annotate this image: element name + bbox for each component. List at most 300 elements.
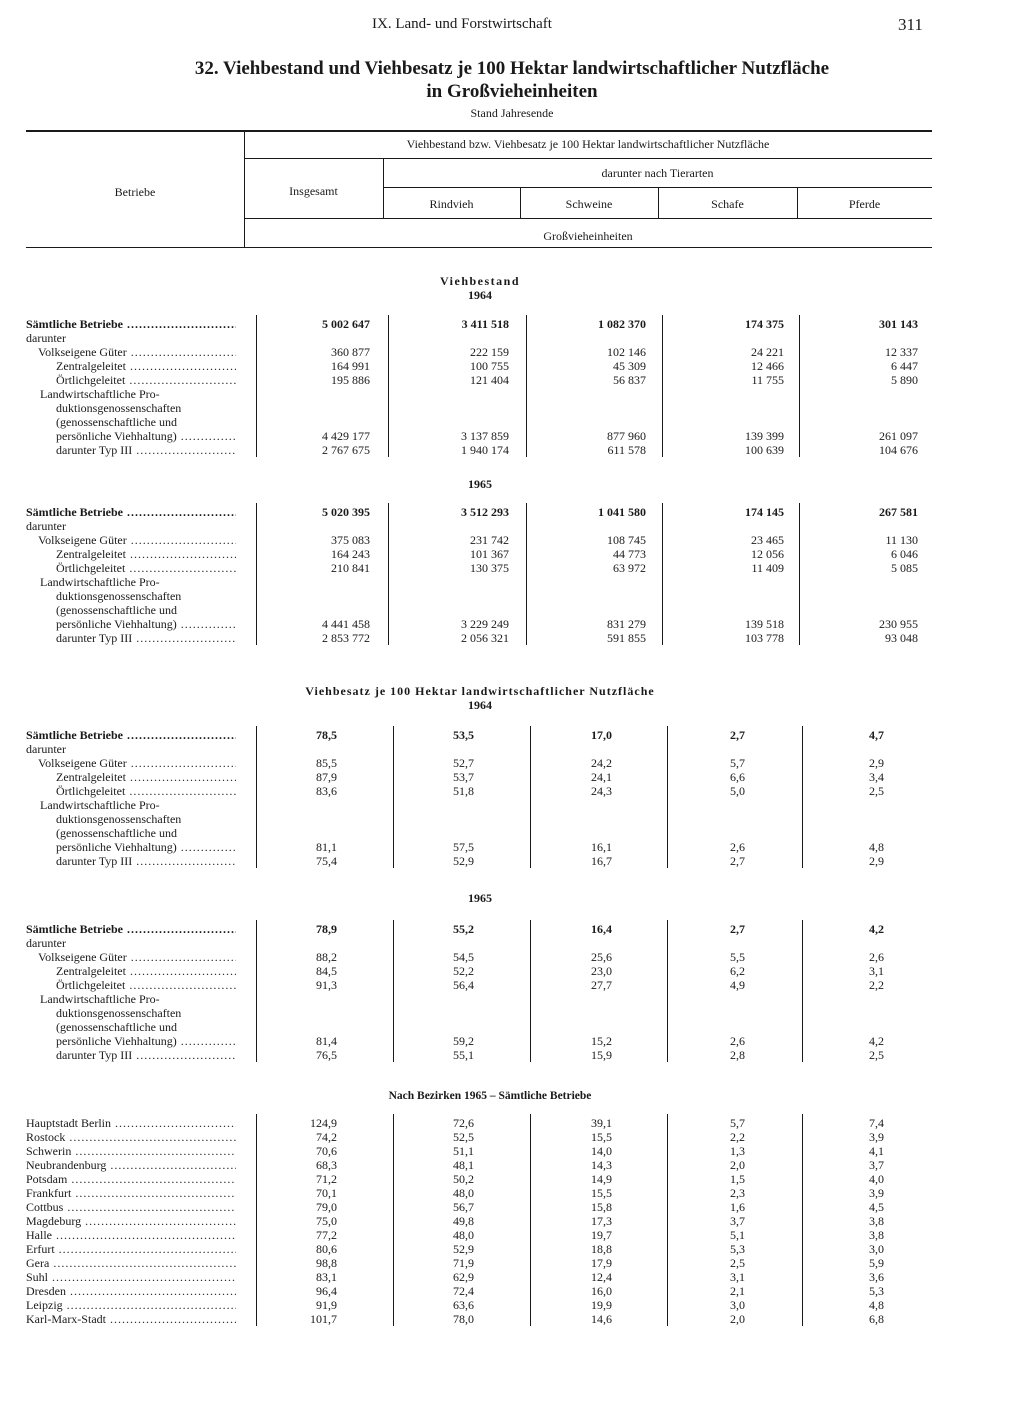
row-label: Örtlichgeleitet ..... (56, 373, 236, 387)
cell-value: 3,9 (869, 1186, 884, 1200)
header-pferde: Pferde (848, 197, 881, 211)
section-bezirke: Nach Bezirken 1965 – Sämtliche Betriebe (388, 1090, 592, 1102)
cell-value: 55,1 (453, 1048, 474, 1062)
cell-value: 124,9 (310, 1116, 337, 1130)
table-row (0, 1006, 1024, 1020)
row-label: duktionsgenossenschaften (56, 812, 182, 826)
cell-value: 11 130 (885, 533, 918, 547)
header-schafe: Schafe (711, 197, 744, 211)
cell-value: 68,3 (316, 1158, 337, 1172)
cell-value: 24 221 (751, 345, 784, 359)
cell-value: 25,6 (591, 950, 612, 964)
cell-value: 2,5 (730, 1256, 745, 1270)
table-row (0, 1242, 1024, 1256)
table-row (0, 1312, 1024, 1326)
cell-value: 11 755 (751, 373, 784, 387)
cell-value: 16,1 (591, 840, 612, 854)
header-betriebe: Betriebe (114, 185, 156, 199)
header-schweine: Schweine (565, 197, 613, 211)
cell-value: 108 745 (607, 533, 646, 547)
cell-value: 3,0 (869, 1242, 884, 1256)
cell-value: 2,5 (869, 1048, 884, 1062)
cell-value: 5,5 (730, 950, 745, 964)
table-row (0, 359, 1024, 373)
row-label: Landwirtschaftliche Pro- (40, 575, 160, 589)
cell-value: 2,3 (730, 1186, 745, 1200)
cell-value: 81,1 (316, 840, 337, 854)
cell-value: 12,4 (591, 1270, 612, 1284)
year-1965-besatz: 1965 (468, 891, 492, 905)
table-row (0, 1048, 1024, 1062)
cell-value: 17,9 (591, 1256, 612, 1270)
cell-value: 102 146 (607, 345, 646, 359)
cell-value: 611 578 (607, 443, 646, 457)
cell-value: 3,7 (730, 1214, 745, 1228)
cell-value: 71,9 (453, 1256, 474, 1270)
cell-value: 98,8 (316, 1256, 337, 1270)
cell-value: 164 991 (331, 359, 370, 373)
table-subtitle: Stand Jahresende (470, 106, 554, 120)
cell-value: 75,0 (316, 1214, 337, 1228)
cell-value: 4,2 (869, 1034, 884, 1048)
row-label: duktionsgenossenschaften (56, 401, 182, 415)
cell-value: 87,9 (316, 770, 337, 784)
cell-value: 261 097 (879, 429, 918, 443)
table-row (0, 826, 1024, 840)
cell-value: 3,8 (869, 1228, 884, 1242)
cell-value: 3,9 (869, 1130, 884, 1144)
table-row (0, 331, 1024, 345)
cell-value: 15,9 (591, 1048, 612, 1062)
cell-value: 74,2 (316, 1130, 337, 1144)
cell-value: 91,3 (316, 978, 337, 992)
cell-value: 19,9 (591, 1298, 612, 1312)
cell-value: 16,0 (591, 1284, 612, 1298)
cell-value: 267 581 (879, 505, 918, 519)
cell-value: 4,7 (869, 728, 884, 742)
cell-value: 62,9 (453, 1270, 474, 1284)
cell-value: 12 466 (751, 359, 784, 373)
row-label: (genossenschaftliche und (56, 603, 177, 617)
cell-value: 877 960 (607, 429, 646, 443)
cell-value: 1 082 370 (598, 317, 646, 331)
cell-value: 2,9 (869, 854, 884, 868)
row-label: Frankfurt ..... (26, 1186, 236, 1200)
row-label: Zentralgeleitet ..... (56, 547, 236, 561)
cell-value: 12 337 (885, 345, 918, 359)
cell-value: 56,7 (453, 1200, 474, 1214)
cell-value: 78,0 (453, 1312, 474, 1326)
cell-value: 78,9 (316, 922, 337, 936)
cell-value: 15,5 (591, 1186, 612, 1200)
cell-value: 1 041 580 (598, 505, 646, 519)
cell-value: 195 886 (331, 373, 370, 387)
table-row (0, 1284, 1024, 1298)
cell-value: 52,2 (453, 964, 474, 978)
column-rule (530, 920, 531, 1062)
cell-value: 2 767 675 (322, 443, 370, 457)
table-row (0, 936, 1024, 950)
cell-value: 101 367 (470, 547, 509, 561)
cell-value: 96,4 (316, 1284, 337, 1298)
cell-value: 5,7 (730, 1116, 745, 1130)
table-row (0, 922, 1024, 936)
header-darunter: darunter nach Tierarten (601, 166, 714, 180)
cell-value: 15,5 (591, 1130, 612, 1144)
table-row (0, 519, 1024, 533)
cell-value: 23 465 (751, 533, 784, 547)
row-label: Sämtliche Betriebe ..... (26, 317, 236, 331)
table-row (0, 1270, 1024, 1284)
cell-value: 27,7 (591, 978, 612, 992)
cell-value: 75,4 (316, 854, 337, 868)
header-insgesamt: Insgesamt (289, 184, 338, 198)
cell-value: 55,2 (453, 922, 474, 936)
cell-value: 4,9 (730, 978, 745, 992)
cell-value: 84,5 (316, 964, 337, 978)
table-row (0, 854, 1024, 868)
cell-value: 50,2 (453, 1172, 474, 1186)
row-label: Örtlichgeleitet ..... (56, 978, 236, 992)
cell-value: 57,5 (453, 840, 474, 854)
column-rule (802, 726, 803, 868)
cell-value: 4,1 (869, 1144, 884, 1158)
row-label: Leipzig ..... (26, 1298, 236, 1312)
row-label: darunter (26, 936, 66, 950)
row-label: Zentralgeleitet ..... (56, 964, 236, 978)
row-label: darunter Typ III ..... (56, 1048, 236, 1062)
table-row (0, 950, 1024, 964)
table-row (0, 1116, 1024, 1130)
cell-value: 76,5 (316, 1048, 337, 1062)
cell-value: 63,6 (453, 1298, 474, 1312)
row-label: persönliche Viehhaltung) ..... (56, 617, 236, 631)
cell-value: 19,7 (591, 1228, 612, 1242)
cell-value: 2,2 (869, 978, 884, 992)
table-row (0, 964, 1024, 978)
cell-value: 56,4 (453, 978, 474, 992)
table-row (0, 1298, 1024, 1312)
column-rule (667, 726, 668, 868)
cell-value: 2,9 (869, 756, 884, 770)
cell-value: 4,8 (869, 1298, 884, 1312)
cell-value: 70,6 (316, 1144, 337, 1158)
column-rule (256, 315, 257, 457)
cell-value: 18,8 (591, 1242, 612, 1256)
cell-value: 52,7 (453, 756, 474, 770)
cell-value: 54,5 (453, 950, 474, 964)
cell-value: 103 778 (745, 631, 784, 645)
cell-value: 52,9 (453, 1242, 474, 1256)
table-row (0, 429, 1024, 443)
cell-value: 48,0 (453, 1228, 474, 1242)
row-label: Sämtliche Betriebe ..... (26, 505, 236, 519)
table-row (0, 1130, 1024, 1144)
row-label: Halle ..... (26, 1228, 236, 1242)
cell-value: 231 742 (470, 533, 509, 547)
row-label: persönliche Viehhaltung) ..... (56, 840, 236, 854)
row-label: Gera ..... (26, 1256, 236, 1270)
cell-value: 17,3 (591, 1214, 612, 1228)
cell-value: 24,1 (591, 770, 612, 784)
cell-value: 4 429 177 (322, 429, 370, 443)
table-row (0, 742, 1024, 756)
table-title-line1: 32. Viehbestand und Viehbesatz je 100 Hektar landwirtschaftlicher Nutzfläche (194, 58, 830, 79)
cell-value: 121 404 (470, 373, 509, 387)
cell-value: 1,5 (730, 1172, 745, 1186)
cell-value: 1,6 (730, 1200, 745, 1214)
cell-value: 2 853 772 (322, 631, 370, 645)
column-rule (799, 315, 800, 457)
cell-value: 85,5 (316, 756, 337, 770)
row-label: Erfurt ..... (26, 1242, 236, 1256)
cell-value: 49,8 (453, 1214, 474, 1228)
cell-value: 83,6 (316, 784, 337, 798)
cell-value: 72,4 (453, 1284, 474, 1298)
row-label: Hauptstadt Berlin ..... (26, 1116, 236, 1130)
table-row (0, 631, 1024, 645)
cell-value: 2,7 (730, 854, 745, 868)
cell-value: 79,0 (316, 1200, 337, 1214)
cell-value: 93 048 (885, 631, 918, 645)
row-label: Sämtliche Betriebe ..... (26, 922, 236, 936)
cell-value: 3 411 518 (461, 317, 509, 331)
cell-value: 6 447 (891, 359, 918, 373)
cell-value: 222 159 (470, 345, 509, 359)
table-row (0, 415, 1024, 429)
table-row (0, 992, 1024, 1006)
table-row (0, 533, 1024, 547)
cell-value: 59,2 (453, 1034, 474, 1048)
row-label: Cottbus ..... (26, 1200, 236, 1214)
cell-value: 2,1 (730, 1284, 745, 1298)
cell-value: 2,7 (730, 728, 745, 742)
table-row (0, 401, 1024, 415)
column-rule (256, 1114, 257, 1326)
cell-value: 53,7 (453, 770, 474, 784)
year-1964-besatz: 1964 (468, 698, 492, 712)
cell-value: 174 375 (745, 317, 784, 331)
row-label: Magdeburg ..... (26, 1214, 236, 1228)
table-row (0, 798, 1024, 812)
row-label: Rostock ..... (26, 1130, 236, 1144)
cell-value: 14,6 (591, 1312, 612, 1326)
cell-value: 2,8 (730, 1048, 745, 1062)
cell-value: 100 639 (745, 443, 784, 457)
section-viehbestand: Viehbestand (439, 274, 521, 288)
cell-value: 101,7 (310, 1312, 337, 1326)
table-row (0, 812, 1024, 826)
row-label: Neubrandenburg ..... (26, 1158, 236, 1172)
cell-value: 15,2 (591, 1034, 612, 1048)
cell-value: 3,6 (869, 1270, 884, 1284)
row-label: Volkseigene Güter ..... (38, 950, 236, 964)
cell-value: 51,1 (453, 1144, 474, 1158)
cell-value: 7,4 (869, 1116, 884, 1130)
cell-value: 230 955 (879, 617, 918, 631)
table-row (0, 784, 1024, 798)
cell-value: 360 877 (331, 345, 370, 359)
cell-value: 2,6 (730, 840, 745, 854)
cell-value: 2,5 (869, 784, 884, 798)
table-row (0, 770, 1024, 784)
row-label: (genossenschaftliche und (56, 1020, 177, 1034)
table-row (0, 1158, 1024, 1172)
table-title-line2: in Großvieheinheiten (426, 81, 598, 102)
row-label: Zentralgeleitet ..... (56, 359, 236, 373)
table-row (0, 1034, 1024, 1048)
table-row (0, 387, 1024, 401)
cell-value: 210 841 (331, 561, 370, 575)
table-row (0, 317, 1024, 331)
row-label: Landwirtschaftliche Pro- (40, 992, 160, 1006)
row-label: Volkseigene Güter ..... (38, 345, 236, 359)
cell-value: 2,0 (730, 1312, 745, 1326)
column-rule (530, 726, 531, 868)
row-label: (genossenschaftliche und (56, 826, 177, 840)
row-label: duktionsgenossenschaften (56, 1006, 182, 1020)
row-label: Dresden ..... (26, 1284, 236, 1298)
cell-value: 5 002 647 (322, 317, 370, 331)
table-row (0, 1256, 1024, 1270)
table-row (0, 756, 1024, 770)
table-row (0, 589, 1024, 603)
column-rule (388, 315, 389, 457)
row-label: duktionsgenossenschaften (56, 589, 182, 603)
cell-value: 12 056 (751, 547, 784, 561)
cell-value: 15,8 (591, 1200, 612, 1214)
cell-value: 24,2 (591, 756, 612, 770)
table-row (0, 1144, 1024, 1158)
table-row (0, 840, 1024, 854)
column-rule (662, 503, 663, 645)
column-rule (388, 503, 389, 645)
table-row (0, 561, 1024, 575)
table-row (0, 603, 1024, 617)
column-rule (530, 1114, 531, 1326)
column-rule (667, 1114, 668, 1326)
cell-value: 6,2 (730, 964, 745, 978)
cell-value: 24,3 (591, 784, 612, 798)
cell-value: 70,1 (316, 1186, 337, 1200)
row-label: darunter Typ III ..... (56, 631, 236, 645)
cell-value: 88,2 (316, 950, 337, 964)
row-label: Örtlichgeleitet ..... (56, 561, 236, 575)
cell-value: 6 046 (891, 547, 918, 561)
table-row (0, 1020, 1024, 1034)
cell-value: 4,2 (869, 922, 884, 936)
cell-value: 52,9 (453, 854, 474, 868)
column-rule (256, 726, 257, 868)
cell-value: 5,9 (869, 1256, 884, 1270)
cell-value: 104 676 (879, 443, 918, 457)
cell-value: 3,4 (869, 770, 884, 784)
cell-value: 2,0 (730, 1158, 745, 1172)
cell-value: 17,0 (591, 728, 612, 742)
cell-value: 2 056 321 (461, 631, 509, 645)
cell-value: 130 375 (470, 561, 509, 575)
header-rindvieh: Rindvieh (429, 197, 474, 211)
cell-value: 4,8 (869, 840, 884, 854)
row-label: Sämtliche Betriebe ..... (26, 728, 236, 742)
cell-value: 77,2 (316, 1228, 337, 1242)
cell-value: 83,1 (316, 1270, 337, 1284)
row-label: Potsdam ..... (26, 1172, 236, 1186)
page-number: 311 (898, 15, 923, 34)
cell-value: 44 773 (613, 547, 646, 561)
year-1964-bestand: 1964 (468, 288, 492, 302)
cell-value: 2,6 (869, 950, 884, 964)
cell-value: 301 143 (879, 317, 918, 331)
cell-value: 4,0 (869, 1172, 884, 1186)
cell-value: 5 020 395 (322, 505, 370, 519)
cell-value: 2,6 (730, 1034, 745, 1048)
cell-value: 52,5 (453, 1130, 474, 1144)
cell-value: 14,3 (591, 1158, 612, 1172)
cell-value: 5 890 (891, 373, 918, 387)
table-row (0, 575, 1024, 589)
chapter-title: IX. Land- und Forstwirtschaft (372, 16, 552, 32)
row-label: Schwerin ..... (26, 1144, 236, 1158)
table-row (0, 547, 1024, 561)
column-rule (526, 315, 527, 457)
cell-value: 591 855 (607, 631, 646, 645)
row-label: Örtlichgeleitet ..... (56, 784, 236, 798)
column-rule (256, 920, 257, 1062)
column-rule (393, 726, 394, 868)
row-label: Volkseigene Güter ..... (38, 533, 236, 547)
cell-value: 71,2 (316, 1172, 337, 1186)
cell-value: 4,5 (869, 1200, 884, 1214)
cell-value: 1,3 (730, 1144, 745, 1158)
cell-value: 6,8 (869, 1312, 884, 1326)
table-row (0, 1172, 1024, 1186)
row-label: persönliche Viehhaltung) ..... (56, 429, 236, 443)
cell-value: 5,3 (730, 1242, 745, 1256)
cell-value: 14,0 (591, 1144, 612, 1158)
row-label: Suhl ..... (26, 1270, 236, 1284)
table-row (0, 1228, 1024, 1242)
row-label: darunter Typ III ..... (56, 443, 236, 457)
row-label: Landwirtschaftliche Pro- (40, 798, 160, 812)
row-label: darunter (26, 519, 66, 533)
table-row (0, 728, 1024, 742)
table-row (0, 443, 1024, 457)
cell-value: 3 512 293 (461, 505, 509, 519)
table-row (0, 617, 1024, 631)
cell-value: 5 085 (891, 561, 918, 575)
cell-value: 3,0 (730, 1298, 745, 1312)
table-row (0, 373, 1024, 387)
cell-value: 3,7 (869, 1158, 884, 1172)
cell-value: 91,9 (316, 1298, 337, 1312)
cell-value: 2,2 (730, 1130, 745, 1144)
cell-value: 5,0 (730, 784, 745, 798)
cell-value: 23,0 (591, 964, 612, 978)
cell-value: 3 137 859 (461, 429, 509, 443)
cell-value: 5,7 (730, 756, 745, 770)
table-row (0, 505, 1024, 519)
cell-value: 3,1 (869, 964, 884, 978)
column-rule (799, 503, 800, 645)
cell-value: 56 837 (613, 373, 646, 387)
cell-value: 53,5 (453, 728, 474, 742)
cell-value: 78,5 (316, 728, 337, 742)
column-rule (393, 1114, 394, 1326)
cell-value: 51,8 (453, 784, 474, 798)
table-row (0, 978, 1024, 992)
cell-value: 80,6 (316, 1242, 337, 1256)
